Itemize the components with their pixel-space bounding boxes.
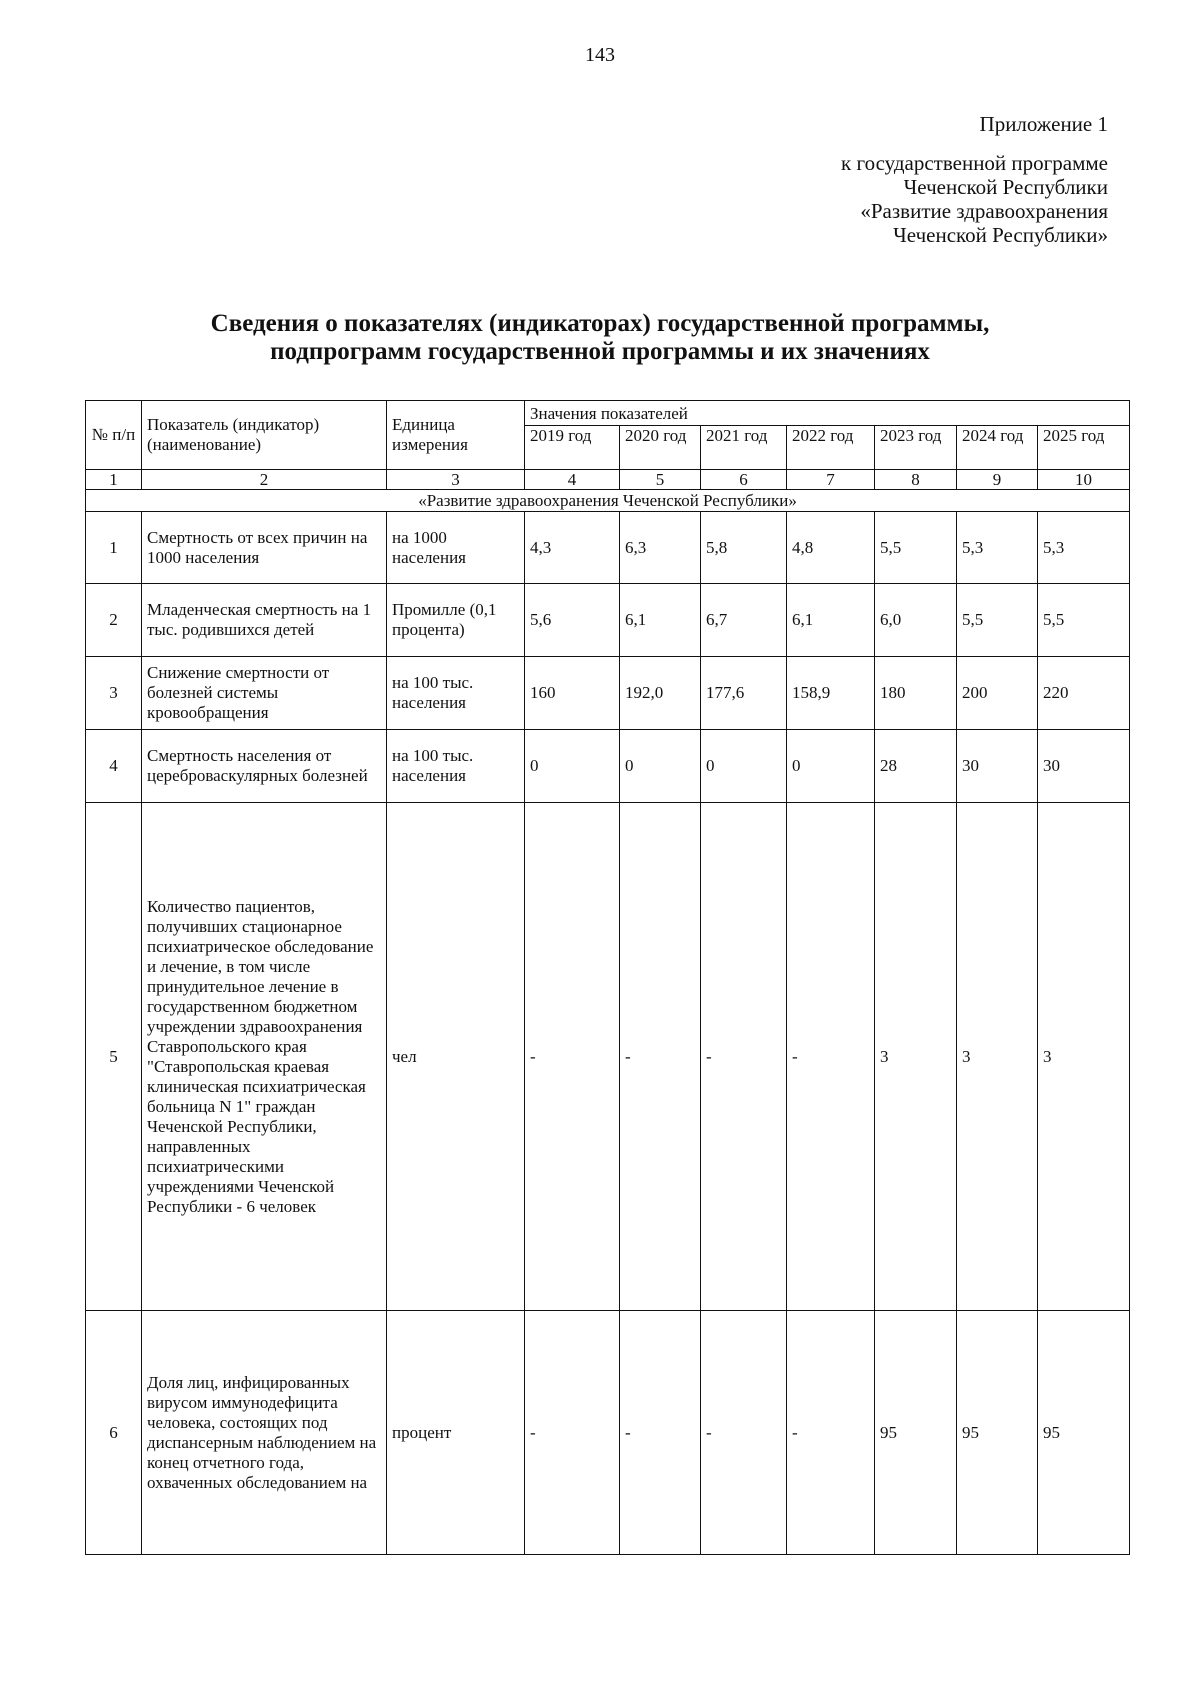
row-value: - — [525, 1311, 620, 1555]
row-value: - — [525, 803, 620, 1311]
row-value: 3 — [957, 803, 1038, 1311]
document-title-line: подпрограмм государственной программы и их значениях — [270, 338, 930, 365]
row-number: 5 — [86, 803, 142, 1311]
column-number: 7 — [787, 470, 875, 490]
row-unit: на 100 тыс. населения — [387, 657, 525, 730]
table-row — [86, 657, 1130, 730]
column-number: 9 — [957, 470, 1038, 490]
row-value: 5,3 — [957, 512, 1038, 584]
column-numbers-row — [86, 470, 1130, 490]
row-value: 95 — [875, 1311, 957, 1555]
column-number: 10 — [1038, 470, 1130, 490]
row-number: 6 — [86, 1311, 142, 1555]
table-row — [86, 803, 1130, 1311]
row-value: - — [787, 1311, 875, 1555]
row-value: 5,8 — [701, 512, 787, 584]
row-number: 4 — [86, 730, 142, 803]
section-row — [86, 490, 1130, 512]
row-number: 2 — [86, 584, 142, 657]
table-row — [86, 1311, 1130, 1555]
row-value: 192,0 — [620, 657, 701, 730]
document-title — [0, 310, 1200, 366]
header-unit: Единица измерения — [387, 401, 525, 470]
table-row — [86, 584, 1130, 657]
row-value: 160 — [525, 657, 620, 730]
row-indicator: Снижение смертности от болезней системы кровообращения — [142, 657, 387, 730]
header-year: 2020 год — [620, 426, 701, 470]
header-year: 2019 год — [525, 426, 620, 470]
row-value: 95 — [957, 1311, 1038, 1555]
document-title-line: Сведения о показателях (индикаторах) государственной программы, — [210, 310, 990, 337]
row-value: 6,7 — [701, 584, 787, 657]
appendix-title: Приложение 1 — [979, 112, 1108, 136]
row-value: 6,3 — [620, 512, 701, 584]
row-unit: на 1000 населения — [387, 512, 525, 584]
appendix-line: Чеченской Республики» — [893, 223, 1108, 247]
row-value: 30 — [957, 730, 1038, 803]
row-value: 3 — [875, 803, 957, 1311]
indicators-table — [85, 400, 1130, 1555]
column-number: 2 — [142, 470, 387, 490]
row-value: 95 — [1038, 1311, 1130, 1555]
row-value: 0 — [787, 730, 875, 803]
header-indicator: Показатель (индикатор) (наименование) — [142, 401, 387, 470]
row-indicator: Младенческая смертность на 1 тыс. родившихся детей — [142, 584, 387, 657]
row-value: 0 — [701, 730, 787, 803]
header-year: 2024 год — [957, 426, 1038, 470]
row-value: 177,6 — [701, 657, 787, 730]
row-value: 3 — [1038, 803, 1130, 1311]
row-value: 6,1 — [787, 584, 875, 657]
row-value: - — [701, 803, 787, 1311]
row-value: 158,9 — [787, 657, 875, 730]
row-number: 3 — [86, 657, 142, 730]
column-number: 6 — [701, 470, 787, 490]
row-value: 200 — [957, 657, 1038, 730]
row-indicator: Смертность населения от цереброваскулярных болезней — [142, 730, 387, 803]
column-number: 4 — [525, 470, 620, 490]
row-value: 0 — [620, 730, 701, 803]
row-value: 6,0 — [875, 584, 957, 657]
row-value: - — [620, 803, 701, 1311]
row-indicator: Смертность от всех причин на 1000 населения — [142, 512, 387, 584]
row-value: 5,3 — [1038, 512, 1130, 584]
column-number: 3 — [387, 470, 525, 490]
row-unit: на 100 тыс. населения — [387, 730, 525, 803]
row-value: 5,5 — [875, 512, 957, 584]
row-indicator: Доля лиц, инфицированных вирусом иммунодефицита человека, состоящих под диспансерным наблюдением на конец отчетного года, охваченных обследованием на — [142, 1311, 387, 1555]
column-number: 1 — [86, 470, 142, 490]
row-number: 1 — [86, 512, 142, 584]
header-year: 2022 год — [787, 426, 875, 470]
row-value: 6,1 — [620, 584, 701, 657]
row-value: 0 — [525, 730, 620, 803]
appendix-subtitle — [841, 151, 1108, 247]
table-row — [86, 730, 1130, 803]
row-unit: процент — [387, 1311, 525, 1555]
row-value: - — [701, 1311, 787, 1555]
row-value: 28 — [875, 730, 957, 803]
section-title: «Развитие здравоохранения Чеченской Республики» — [86, 490, 1130, 512]
header-values-group: Значения показателей — [525, 401, 1130, 426]
row-value: 5,5 — [957, 584, 1038, 657]
header-year: 2025 год — [1038, 426, 1130, 470]
row-value: - — [787, 803, 875, 1311]
header-year: 2021 год — [701, 426, 787, 470]
row-value: 30 — [1038, 730, 1130, 803]
column-number: 8 — [875, 470, 957, 490]
row-indicator: Количество пациентов, получивших стационарное психиатрическое обследование и лечение, в том числе принудительное лечение в государственном бюджетном учреждении здравоохранения Ставропольского края "Ставропольская краевая клиническая психиатрическая больница N 1" граждан Чеченской Республики, направленных психиатрическими учреждениями Чеченской Республики - 6 человек — [142, 803, 387, 1311]
row-value: 5,5 — [1038, 584, 1130, 657]
row-value: - — [620, 1311, 701, 1555]
row-value: 180 — [875, 657, 957, 730]
header-number: № п/п — [86, 401, 142, 470]
row-value: 4,3 — [525, 512, 620, 584]
page-number: 143 — [585, 44, 615, 66]
row-value: 220 — [1038, 657, 1130, 730]
column-number: 5 — [620, 470, 701, 490]
appendix-line: «Развитие здравоохранения — [860, 199, 1108, 223]
row-value: 4,8 — [787, 512, 875, 584]
row-unit: Промилле (0,1 процента) — [387, 584, 525, 657]
appendix-line: Чеченской Республики — [903, 175, 1108, 199]
table-row — [86, 512, 1130, 584]
appendix-line: к государственной программе — [841, 151, 1108, 175]
row-value: 5,6 — [525, 584, 620, 657]
row-unit: чел — [387, 803, 525, 1311]
header-year: 2023 год — [875, 426, 957, 470]
